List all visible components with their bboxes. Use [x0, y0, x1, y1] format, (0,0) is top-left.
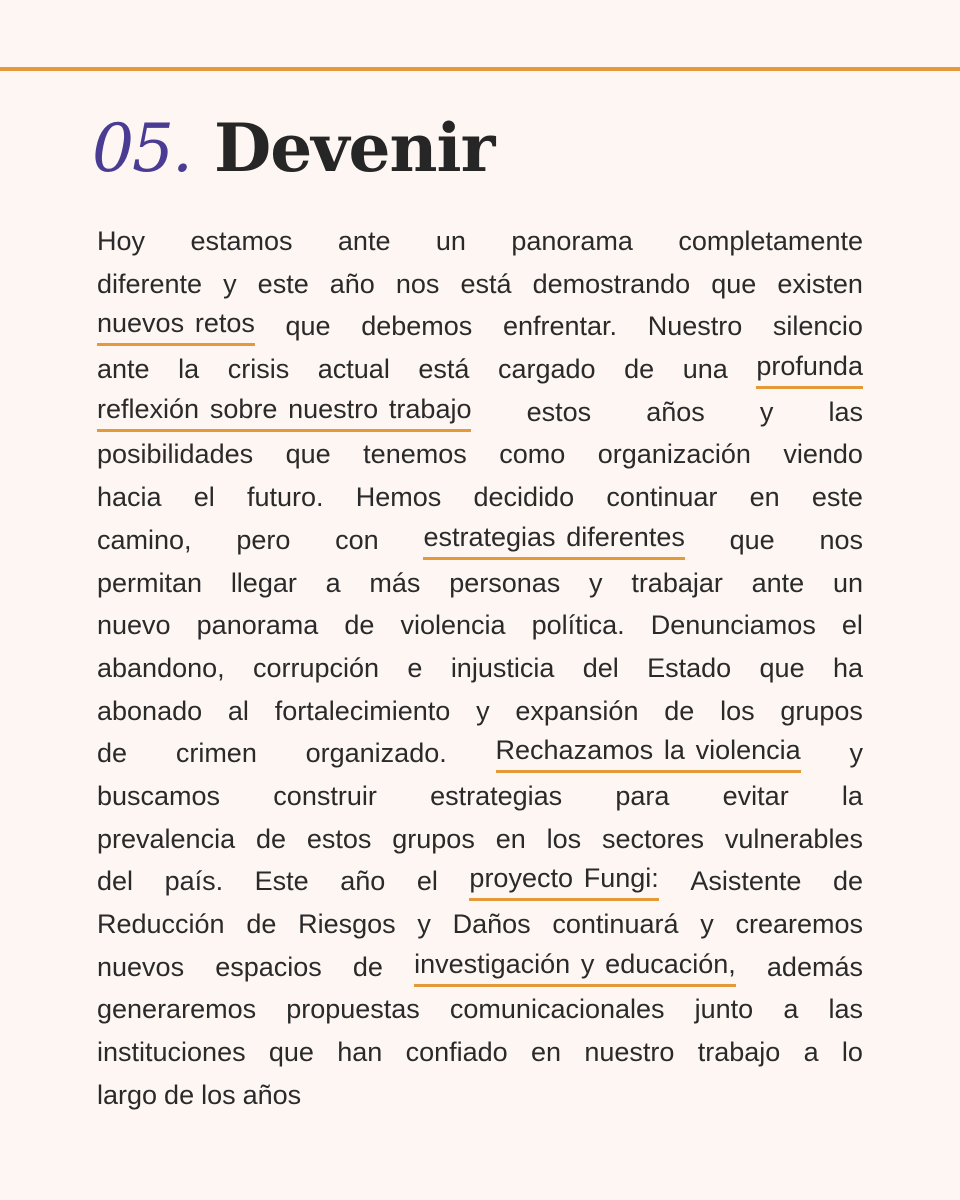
section-number: 05. — [92, 110, 191, 187]
word: además — [766, 951, 863, 982]
word: sobre — [209, 393, 278, 424]
top-accent-rule — [0, 67, 960, 71]
word: la — [178, 354, 200, 385]
text-line — [97, 690, 863, 733]
word: enfrentar. — [502, 311, 618, 342]
word: han — [337, 1037, 383, 1068]
word: que — [268, 1037, 314, 1068]
word: vulnerables — [724, 823, 863, 854]
word: propuestas — [286, 994, 420, 1025]
word: que — [711, 268, 757, 299]
word: construir — [273, 780, 377, 811]
word: nuestro — [288, 393, 379, 424]
word: país. — [164, 866, 224, 897]
text-line — [97, 562, 863, 605]
word: que — [759, 652, 805, 683]
word: años — [646, 396, 705, 427]
text-line — [97, 1031, 863, 1074]
word: la — [841, 780, 863, 811]
word: a — [783, 994, 799, 1025]
word: y — [580, 948, 595, 979]
body-paragraph — [97, 220, 863, 1116]
word: investigación — [414, 948, 571, 979]
word: abandono, — [97, 652, 225, 683]
word: que — [729, 524, 775, 555]
text-line — [97, 220, 863, 263]
word: en — [749, 482, 780, 513]
word: como — [499, 439, 566, 470]
word: fortalecimiento — [274, 695, 451, 726]
word: espacios — [215, 951, 322, 982]
word: llegar — [230, 567, 297, 598]
word: las — [828, 994, 863, 1025]
highlighted-phrase — [496, 732, 801, 773]
word: al — [227, 695, 249, 726]
word: reflexión — [97, 393, 200, 424]
text-line — [97, 519, 863, 562]
word: injusticia — [450, 652, 555, 683]
word: pero — [236, 524, 291, 555]
highlighted-phrase — [756, 348, 863, 389]
text-line — [97, 263, 863, 306]
highlighted-phrase — [414, 946, 736, 987]
word: junto — [694, 994, 754, 1025]
word: Reducción — [97, 909, 225, 939]
word: Hoy — [97, 226, 146, 256]
word: crimen — [175, 738, 257, 769]
word: Daños — [452, 909, 531, 939]
word: comunicacionales — [449, 994, 665, 1025]
word: Estado — [647, 652, 732, 683]
word: diferente — [97, 268, 203, 299]
text-line — [97, 433, 863, 476]
word: estrategias — [423, 521, 556, 552]
word: estos — [306, 823, 372, 854]
word: expansión — [515, 695, 639, 726]
text-line — [97, 946, 863, 989]
word: existen — [777, 268, 863, 299]
word: del — [97, 866, 134, 897]
word: trabajar — [631, 567, 723, 598]
word: crearemos — [735, 909, 863, 939]
word: año — [340, 866, 386, 897]
section-title: Devenir — [213, 109, 495, 187]
word: crisis — [227, 354, 290, 385]
word: proyecto — [469, 863, 573, 894]
word: para — [615, 780, 670, 811]
word: en — [495, 823, 526, 854]
word: este — [811, 482, 863, 513]
word: instituciones — [97, 1037, 246, 1068]
word: grupos — [780, 695, 863, 726]
text-line — [97, 391, 863, 434]
word: Riesgos — [298, 909, 396, 939]
word: que — [285, 439, 331, 470]
text-line — [97, 1074, 863, 1117]
word: decidido — [473, 482, 575, 513]
word: completamente — [678, 226, 863, 256]
word: nos — [819, 524, 863, 555]
word: confiado — [405, 1037, 508, 1068]
text-line — [97, 305, 863, 348]
word: nuevo — [97, 610, 171, 641]
word: silencio — [772, 311, 863, 342]
word: a — [803, 1037, 819, 1068]
word: evitar — [722, 780, 789, 811]
text-line — [97, 476, 863, 519]
word: actual — [317, 354, 390, 385]
word: futuro. — [247, 482, 324, 513]
word: a — [325, 567, 341, 598]
word: debemos — [361, 311, 473, 342]
word: los — [720, 695, 755, 726]
word: nuevos — [97, 951, 185, 982]
word: ante — [751, 567, 805, 598]
word: de — [344, 610, 375, 641]
word: organizado. — [305, 738, 447, 769]
word: sectores — [601, 823, 705, 854]
word: demostrando — [532, 268, 691, 299]
word: de — [664, 695, 695, 726]
word: continuará — [552, 909, 679, 939]
word: de — [352, 951, 383, 982]
word: generaremos — [97, 994, 257, 1025]
word: que — [285, 311, 331, 342]
word: estrategias — [430, 780, 563, 811]
word: de — [832, 866, 863, 897]
word: e — [407, 652, 423, 683]
word: las — [828, 396, 863, 427]
word: año — [329, 268, 375, 299]
page-title — [92, 108, 494, 189]
word: el — [193, 482, 215, 513]
text-line — [97, 732, 863, 775]
word: con — [335, 524, 379, 555]
word: y — [759, 396, 774, 427]
word: trabajo — [697, 1037, 781, 1068]
word: Fungi: — [583, 863, 659, 894]
word: panorama — [196, 610, 319, 641]
text-line — [97, 988, 863, 1031]
word: camino, — [97, 524, 192, 555]
word: tenemos — [363, 439, 467, 470]
word: panorama — [511, 226, 633, 256]
word: de — [255, 823, 286, 854]
word: corrupción — [253, 652, 380, 683]
word: y — [849, 738, 863, 769]
word: posibilidades — [97, 439, 254, 470]
word: estos — [526, 396, 592, 427]
word: viendo — [783, 439, 863, 470]
word: de — [624, 354, 655, 385]
word: política. — [531, 610, 625, 641]
word: buscamos — [97, 780, 221, 811]
word: de — [246, 909, 277, 939]
text-line — [97, 903, 863, 946]
word: el — [841, 610, 863, 641]
word: y — [417, 909, 431, 939]
word: Asistente — [690, 866, 802, 897]
word: personas — [449, 567, 561, 598]
word: Rechazamos — [495, 735, 654, 766]
text-line — [97, 604, 863, 647]
word: de — [97, 738, 128, 769]
highlighted-phrase — [423, 519, 684, 560]
word: hacia — [97, 482, 162, 513]
word: largo — [97, 1079, 158, 1110]
word: trabajo — [388, 393, 472, 424]
word: nos — [395, 268, 440, 299]
word: prevalencia — [97, 823, 236, 854]
word: una — [682, 354, 728, 385]
word: un — [435, 226, 466, 256]
word: cargado — [498, 354, 596, 385]
word: Este — [254, 866, 309, 897]
word: estamos — [190, 226, 293, 256]
word: profunda — [756, 351, 863, 382]
word: abonado — [97, 695, 203, 726]
text-line — [97, 860, 863, 903]
word: ante — [337, 226, 391, 256]
word: Nuestro — [647, 311, 743, 342]
highlighted-phrase — [97, 391, 471, 432]
word: ha — [832, 652, 863, 683]
word: grupos — [392, 823, 475, 854]
word: violencia — [400, 610, 506, 641]
word: un — [832, 567, 863, 598]
highlighted-phrase — [97, 305, 255, 346]
word: diferentes — [566, 521, 685, 552]
word: los — [546, 823, 582, 854]
word: y — [476, 695, 490, 726]
word: de — [164, 1079, 195, 1110]
word: en — [531, 1037, 562, 1068]
word: Hemos — [355, 482, 442, 513]
text-line — [97, 818, 863, 861]
word: este — [257, 268, 309, 299]
word: más — [369, 567, 421, 598]
word: educación, — [605, 948, 736, 979]
word: el — [416, 866, 438, 897]
text-line — [97, 647, 863, 690]
word: y — [223, 268, 237, 299]
text-line — [97, 775, 863, 818]
word: continuar — [606, 482, 718, 513]
word: nuevos — [97, 308, 185, 339]
word: permitan — [97, 567, 203, 598]
word: violencia — [695, 735, 801, 766]
word: y — [700, 909, 714, 939]
word: Denunciamos — [650, 610, 816, 641]
word: años — [242, 1079, 302, 1110]
text-line — [97, 348, 863, 391]
highlighted-phrase — [469, 860, 658, 901]
word: organización — [597, 439, 751, 470]
word: ante — [97, 354, 150, 385]
word: retos — [194, 308, 255, 339]
word: los — [201, 1079, 236, 1110]
word: nuestro — [584, 1037, 675, 1068]
word: la — [663, 735, 685, 766]
word: y — [589, 567, 603, 598]
word: está — [418, 354, 470, 385]
word: del — [582, 652, 619, 683]
word: lo — [841, 1037, 863, 1068]
word: está — [460, 268, 512, 299]
